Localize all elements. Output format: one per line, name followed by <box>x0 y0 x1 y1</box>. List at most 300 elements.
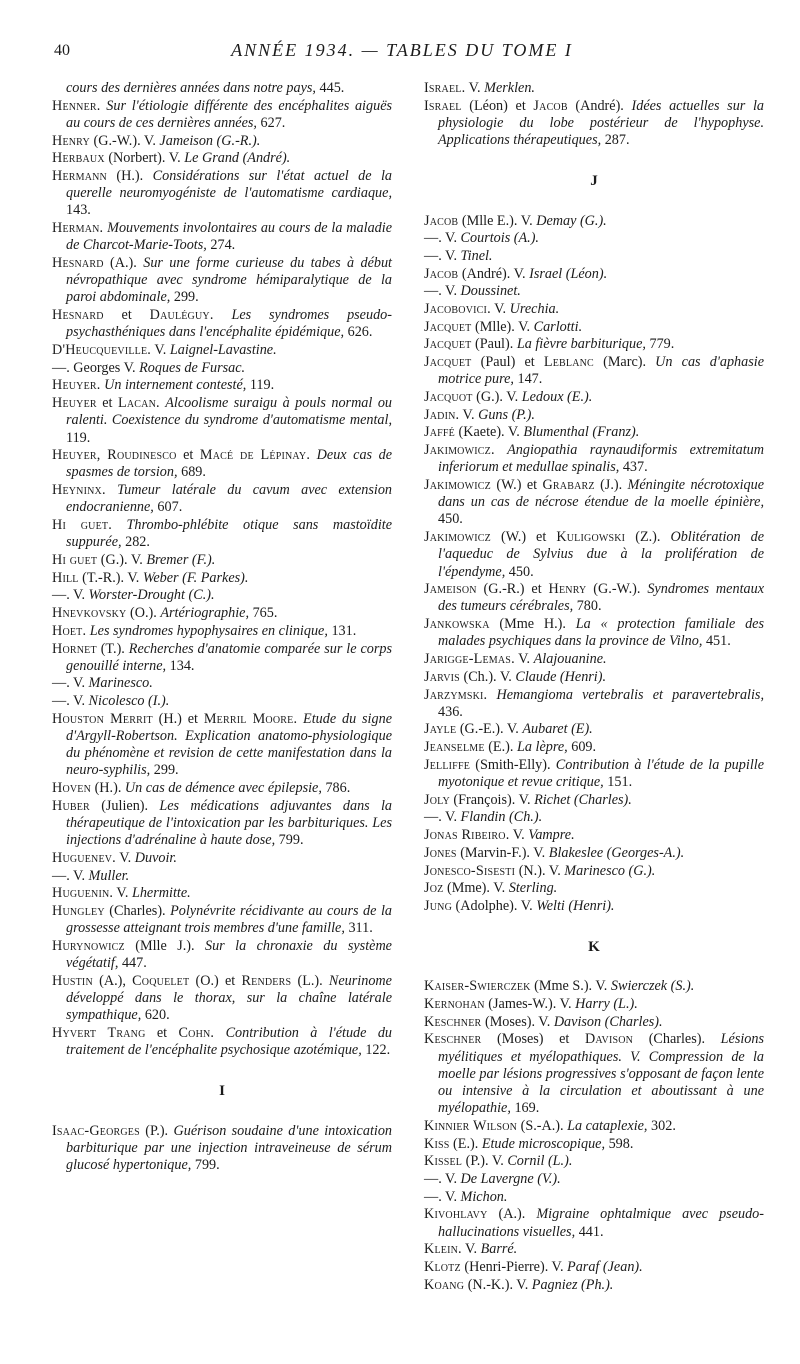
entry-text: 620. <box>141 1007 170 1024</box>
entry-text: 627. <box>256 114 286 131</box>
index-entry <box>424 407 764 424</box>
entry-text: (A.). <box>487 1206 537 1223</box>
entry-title: Jameison (G.-R.). <box>159 132 261 149</box>
entry-text: 287. <box>601 132 630 149</box>
author-name: Leblanc <box>543 354 594 371</box>
entry-text: (W.) et <box>490 529 557 546</box>
index-entry <box>424 230 764 247</box>
entry-title: Alcoolisme suraigu à pouls normal ou ralenti. Coexistence du syndrome d'automatisme mental, <box>66 395 393 429</box>
author-name: Jeanselme <box>424 739 485 756</box>
index-entry <box>52 168 392 220</box>
entry-text: V. <box>465 80 485 96</box>
entry-text: (Z.). <box>625 529 671 546</box>
entry-title: Israel (Léon). <box>529 265 608 282</box>
index-entry <box>424 529 764 581</box>
entry-title: Contribution à l'étude de la pupille myotonique et revue critique, <box>438 756 764 791</box>
entry-title: Sur une forme curieuse du tabes à début névropathique avec syndrome hémiparalytique de la paroi abdominale, <box>66 255 392 306</box>
entry-title: Tumeur latérale du cavum avec extension endocranienne, <box>66 482 393 516</box>
index-entry <box>52 307 392 341</box>
running-title: ANNÉE 1934. — TABLES DU TOME I <box>231 40 573 60</box>
entry-text: —. V. <box>52 867 89 884</box>
entry-text: et <box>96 395 118 412</box>
page-number: 40 <box>54 42 70 59</box>
author-name: Herbaux <box>52 150 105 167</box>
entry-text: —. V. <box>424 230 461 247</box>
entry-text: (E.). <box>484 739 517 756</box>
author-name: Kiss <box>424 1135 450 1152</box>
index-entry <box>52 587 392 604</box>
index-entry <box>424 336 764 353</box>
entry-text: 689. <box>177 464 206 481</box>
entry-text: (Julien). <box>89 797 160 814</box>
index-entry <box>424 319 764 336</box>
author-name: Jadin. <box>424 406 460 423</box>
entry-title: Migraine ophtalmique avec pseudo-hallucinations visuelles, <box>438 1206 764 1240</box>
entry-title: Sterling. <box>508 880 558 897</box>
entry-title: La fièvre barbiturique, <box>516 336 646 353</box>
entry-text: (Ch.). V. <box>459 668 516 685</box>
entry-text: (T.). <box>96 640 129 657</box>
index-entry <box>424 669 764 686</box>
index-entry <box>424 757 764 791</box>
entry-text: (G.). V. <box>97 551 147 568</box>
index-entry <box>52 798 392 850</box>
entry-text: 299. <box>170 289 199 306</box>
index-entry <box>424 721 764 738</box>
author-name: Kuligowski <box>556 529 626 546</box>
entry-text: (François). V. <box>449 791 535 808</box>
entry-title: Urechia. <box>509 301 560 318</box>
entry-title: Muller. <box>88 867 130 884</box>
author-name: Houston Merrit <box>52 710 153 727</box>
entry-title: Un cas d'aphasie motrice pure, <box>438 354 764 388</box>
index-entry <box>52 1025 392 1059</box>
entry-title: La cataplexie, <box>567 1117 648 1134</box>
entry-text: (Léon) et <box>461 97 534 114</box>
author-name: Heuyer. <box>52 377 101 394</box>
entry-title: Neurinome développé dans le thorax, sur la chaîne latérale sympathique, <box>66 972 392 1024</box>
entry-text: (Mme S.). V. <box>530 978 611 995</box>
entry-text: (W.) et <box>490 477 543 494</box>
author-name: Hoven <box>52 780 92 797</box>
author-name: Jacquet <box>424 354 472 371</box>
index-entry <box>424 1171 764 1188</box>
index-entry <box>52 98 392 132</box>
author-name: Klein. <box>424 1241 462 1258</box>
entry-title: Sur la chronaxie du système végétatif, <box>66 937 392 972</box>
index-entry <box>424 1277 764 1294</box>
author-name: Jonesco-Sisesti <box>424 862 516 879</box>
author-name: Hi guet <box>52 551 98 568</box>
entry-text: 274. <box>206 237 236 254</box>
author-name: Israel <box>424 97 462 114</box>
index-entry <box>424 98 764 150</box>
index-entry <box>424 1136 764 1153</box>
entry-text: (Charles). <box>104 903 171 920</box>
index-entry <box>52 938 392 972</box>
entry-text: (Moses) et <box>481 1031 585 1048</box>
entry-text: (H.). <box>106 168 153 185</box>
author-name: Jameison <box>424 581 477 598</box>
entry-title: Davison (Charles). <box>553 1013 663 1030</box>
entry-text: (Paul) et <box>471 354 544 371</box>
entry-text: (H.). <box>91 780 125 797</box>
index-entry <box>424 389 764 406</box>
entry-text: (A.). <box>103 255 144 272</box>
entry-text: —. Georges V. <box>52 359 140 376</box>
index-entry <box>52 1123 392 1175</box>
entry-text: V. <box>113 885 132 902</box>
author-name: Jacob <box>424 265 459 282</box>
author-name: Kernohan <box>424 996 485 1013</box>
entry-text: (Mlle). V. <box>471 318 534 335</box>
entry-text: 609. <box>567 739 597 756</box>
author-name: Jonas Ribeiro. <box>424 827 510 844</box>
author-name: Heuyer, Roudinesco <box>52 447 177 464</box>
author-name: Henry <box>548 581 587 598</box>
entry-title: Les médications adjuvantes dans la thérapeutique de l'intoxication par les barbituriques. Les injections d'adrénaline à haute dose, <box>66 797 392 849</box>
author-name: Hnevkovsky <box>52 605 127 622</box>
index-entry <box>52 973 392 1025</box>
index-entry <box>52 885 392 902</box>
index-entry <box>52 903 392 937</box>
index-entry <box>424 213 764 230</box>
entry-text: 786. <box>321 780 351 797</box>
entry-text <box>106 482 117 498</box>
entry-text: (Mlle E.). V. <box>458 212 537 229</box>
page-header <box>52 38 752 66</box>
author-name: Hyvert Trang <box>52 1024 146 1041</box>
entry-title: Etude du signe d'Argyll-Robertson. Explication anatomo-physiologique du phénomène et revision de cette manifestation dans la neuro-syphilis, <box>66 710 392 779</box>
entry-text: —. V. <box>424 283 461 300</box>
entry-title: Angiopathia raynaudiformis extremitatum inferiorum et medullae spinalis, <box>438 442 764 476</box>
entry-title: Recherches d'anatomie comparée sur le corps genouillé interne, <box>66 640 392 674</box>
entry-text: (G.-W.). V. <box>89 132 160 149</box>
author-name: Klotz <box>424 1259 461 1276</box>
entry-title: Un cas de démence avec épilepsie, <box>124 780 322 797</box>
entry-text <box>214 1025 225 1041</box>
entry-text: V. <box>514 651 534 668</box>
author-name: Joz <box>424 880 444 897</box>
right-column <box>424 80 764 1295</box>
author-name: Hesnard <box>52 255 104 272</box>
entry-text: 311. <box>344 920 373 937</box>
entry-title: Pagniez (Ph.). <box>531 1276 614 1293</box>
entry-text: (N.). V. <box>515 862 565 879</box>
entry-text: (Marvin-F.). V. <box>456 844 549 861</box>
entry-title: Tinel. <box>460 247 493 264</box>
entry-title: Claude (Henri). <box>515 668 607 685</box>
index-entry <box>424 248 764 265</box>
entry-text: 151. <box>603 774 633 791</box>
author-name: Hungley <box>52 903 105 920</box>
entry-title: Artériographie, <box>160 605 250 622</box>
author-name: Jones <box>424 844 457 861</box>
entry-text <box>214 307 232 323</box>
entry-title: Courtois (A.). <box>460 230 539 247</box>
author-name: Dauléguy. <box>149 307 214 324</box>
entry-text: 169. <box>510 1100 540 1117</box>
index-entry <box>424 1118 764 1135</box>
author-name: Jung <box>424 897 452 914</box>
entry-text: et <box>145 1024 179 1041</box>
index-entry <box>52 693 392 710</box>
entry-text: (André). <box>567 97 632 114</box>
author-name: Macé de Lépinay. <box>199 447 311 464</box>
entry-title: Laignel-Lavastine. <box>169 342 277 359</box>
index-entry <box>52 623 392 640</box>
entry-text: (Mme). V. <box>443 880 509 897</box>
entry-text: V. <box>490 301 510 318</box>
index-entry <box>424 739 764 756</box>
entry-text: 607. <box>153 499 183 516</box>
entry-text: V. <box>509 827 529 844</box>
entry-title: Considérations sur l'état actuel de la querelle neuromyogéniste de l'automatisme cardiaque, <box>66 168 392 202</box>
entry-title: Hemangioma vertebralis et paravertebralis, <box>496 686 765 703</box>
entry-title: Doussinet. <box>460 283 521 300</box>
entry-text: 451. <box>702 633 731 650</box>
entry-title: Carlotti. <box>533 318 583 335</box>
entry-title: Polynévrite récidivante au cours de la grossesse atteignant trois membres d'une famille, <box>66 903 392 937</box>
index-entry <box>52 641 392 675</box>
index-entry <box>424 1206 764 1240</box>
author-name: Hermann <box>52 168 107 185</box>
index-entry <box>52 377 392 394</box>
author-name: Isaac-Georges <box>52 1122 140 1139</box>
index-entry <box>424 996 764 1013</box>
entry-title: Harry (L.). <box>575 996 638 1013</box>
entry-title: De Lavergne (V.). <box>460 1171 561 1188</box>
author-name: Jakimowicz <box>424 477 491 494</box>
entry-text: V. <box>461 1241 481 1258</box>
index-entry <box>424 845 764 862</box>
author-name: Kinnier Wilson <box>424 1117 518 1134</box>
index-entry <box>424 978 764 995</box>
entry-text: (P.). V. <box>462 1153 508 1170</box>
entry-text: (Adolphe). V. <box>452 897 537 914</box>
entry-text <box>112 517 127 533</box>
entry-text: (G.-W.). <box>586 581 648 598</box>
entry-text: —. V. <box>424 809 461 826</box>
entry-title: Lhermitte. <box>131 885 191 902</box>
entry-title: Marinesco (G.). <box>564 862 656 879</box>
entry-text: 799. <box>191 1156 220 1173</box>
entry-title: Welti (Henri). <box>536 897 615 914</box>
entry-title: Le Grand (André). <box>184 150 291 167</box>
author-name: Israel. <box>424 80 466 96</box>
entry-text: (James-W.). V. <box>484 996 576 1013</box>
author-name: Coquelet <box>132 972 190 989</box>
index-entry <box>52 482 392 516</box>
entry-title: Les syndromes pseudo-psychasthéniques dans l'encéphalite épidémique, <box>66 307 392 341</box>
index-entry <box>424 442 764 476</box>
entry-text: V. <box>459 406 479 423</box>
entry-text: (Henri-Pierre). V. <box>460 1259 568 1276</box>
entry-text: 282. <box>121 534 150 551</box>
entry-text: (H.) et <box>152 710 204 727</box>
entry-title: Nicolesco (I.). <box>88 693 170 710</box>
author-name: Hornet <box>52 640 97 657</box>
entry-text: (André). V. <box>458 265 530 282</box>
entry-title: Mouvements involontaires au cours de la maladie de Charcot-Marie-Toots, <box>66 220 392 254</box>
index-entry <box>52 133 392 150</box>
index-entry <box>424 687 764 721</box>
author-name: Jakimowicz. <box>424 442 495 459</box>
section-letter: J <box>590 173 598 190</box>
author-name: Jacquet <box>424 318 472 335</box>
author-name: Jacob <box>424 212 459 229</box>
entry-text: 799. <box>275 832 304 849</box>
author-name: Cohn. <box>178 1024 215 1041</box>
index-entry <box>52 780 392 797</box>
entry-title: La « protection familiale des malades psychiques dans la province de Vilno, <box>438 616 764 650</box>
author-name: Jelliffe <box>424 756 471 773</box>
index-entry <box>52 850 392 867</box>
index-entry <box>424 1153 764 1170</box>
author-name: Keschner <box>424 1031 482 1048</box>
entry-title: Demay (G.). <box>536 212 607 229</box>
author-name: Renders <box>241 972 292 989</box>
entry-title: Weber (F. Parkes). <box>142 569 249 586</box>
index-entry <box>52 447 392 481</box>
entry-text: (Moses). V. <box>481 1013 554 1030</box>
entry-text: (Paul). <box>471 336 517 353</box>
entry-text: 598. <box>605 1135 634 1152</box>
index-entry <box>424 301 764 318</box>
entry-text: 450. <box>438 511 463 528</box>
index-entry <box>424 1031 764 1117</box>
entry-text: 436. <box>438 703 463 720</box>
author-name: Jarzymski. <box>424 686 488 703</box>
entry-title: Un internement contesté, <box>104 377 247 394</box>
author-name: Kaiser-Swierczek <box>424 978 531 995</box>
entry-text: —. V. <box>424 1188 461 1205</box>
author-name: Jaffé <box>424 424 455 441</box>
index-entry <box>424 1014 764 1031</box>
entry-title: Alajouanine. <box>533 651 607 668</box>
entry-text: (O.). <box>126 605 161 622</box>
entry-text: (O.) et <box>189 972 242 989</box>
index-entry <box>424 266 764 283</box>
section-letter: K <box>588 939 600 956</box>
index-entry <box>424 1259 764 1276</box>
entry-text: (N.-K.). V. <box>464 1276 532 1293</box>
entry-title: Richet (Charles). <box>534 791 632 808</box>
entry-title: Blumenthal (Franz). <box>523 424 640 441</box>
author-name: Kissel <box>424 1153 463 1170</box>
author-name: Jarigge-Lemas. <box>424 651 515 668</box>
index-entry <box>424 898 764 915</box>
index-entry <box>424 424 764 441</box>
entry-title: Merklen. <box>484 80 535 96</box>
entry-title: La lèpre, <box>516 739 568 756</box>
entry-title: Oblitération de l'aqueduc de Sylvius due à la prolifération de l'épendyme, <box>438 529 764 580</box>
entry-title: Swierczek (S.). <box>610 978 695 995</box>
index-entry <box>52 150 392 167</box>
entry-text: 626. <box>344 324 373 341</box>
index-entry <box>52 570 392 587</box>
entry-title: Syndromes mentaux des tumeurs cérébrales, <box>438 581 764 615</box>
index-entry <box>424 863 764 880</box>
entry-title: Les syndromes hypophysaires en clinique, <box>89 622 328 639</box>
entry-text: (G.-E.). V. <box>456 721 523 738</box>
entry-text: 119. <box>246 377 275 394</box>
entry-text: (L.). <box>291 972 329 989</box>
entry-title: Thrombo-phlébite otique sans mastoïdite suppurée, <box>66 517 392 551</box>
author-name: D'Heucqueville. <box>52 342 152 359</box>
section-letter: I <box>219 1083 225 1100</box>
author-name: Huguenev. <box>52 849 116 866</box>
author-name: Grabarz <box>542 477 595 494</box>
entry-text: 765. <box>249 605 278 622</box>
index-entry <box>424 792 764 809</box>
entry-text: (Smith-Elly). <box>470 756 556 773</box>
entry-title: Marinesco. <box>88 675 153 692</box>
author-name: Jacobovici. <box>424 301 491 318</box>
index-entry <box>424 651 764 668</box>
author-name: Heuyer <box>52 395 97 412</box>
entry-text: 780. <box>573 598 602 615</box>
entry-text: 134. <box>166 657 195 674</box>
author-name: Hill <box>52 569 79 586</box>
entry-text: V. <box>151 342 170 359</box>
entry-text: (Mme H.). <box>489 616 576 633</box>
author-name: Jacob <box>533 97 568 114</box>
entry-text: et <box>176 447 200 464</box>
index-entry <box>52 342 392 359</box>
author-name: Huguenin. <box>52 885 114 902</box>
entry-text: 122. <box>361 1042 391 1059</box>
entry-title: Lésions myélitiques et myélopathiques. V. Compression de la moelle par lésions progressives s'opposant de façon lente ou intensive à la circulation et aboutissant à une myélopathie, <box>438 1031 764 1117</box>
index-entry <box>424 477 764 529</box>
author-name: Jarvis <box>424 668 460 685</box>
entry-title: Deux cas de spasmes de torsion, <box>66 447 393 481</box>
entry-title: cours des dernières années dans notre pays, <box>66 80 316 96</box>
author-name: Jakimowicz <box>424 529 491 546</box>
entry-text: 445. <box>315 80 345 96</box>
index-entry <box>424 809 764 826</box>
author-name: Hi guet. <box>52 517 112 534</box>
index-entry <box>52 220 392 254</box>
index-entry <box>52 711 392 780</box>
entry-title: Aubaret (E). <box>522 721 593 738</box>
entry-title: Sur l'étiologie différente des encéphalites aiguës au cours de ces dernières années, <box>66 97 393 131</box>
index-entry <box>424 1189 764 1206</box>
entry-text: (G.). V. <box>472 389 522 406</box>
entry-text: 302. <box>647 1117 676 1134</box>
entry-title: Cornil (L.). <box>507 1153 573 1170</box>
entry-title: Flandin (Ch.). <box>460 809 543 826</box>
entry-text: —. V. <box>424 1171 461 1188</box>
index-entry <box>52 395 392 447</box>
entry-title: Guérison soudaine d'une intoxication barbiturique par une injection intraveineuse de sérum glucosé hypertonique, <box>66 1122 393 1173</box>
index-entry <box>424 616 764 650</box>
index-entry <box>424 354 764 388</box>
author-name: Jacquot <box>424 389 473 406</box>
entry-title: Michon. <box>460 1188 508 1205</box>
index-entry <box>52 868 392 885</box>
entry-text: —. V. <box>52 675 89 692</box>
index-entry <box>52 255 392 307</box>
entry-text: —. V. <box>52 587 89 604</box>
entry-title: Idées actuelles sur la physiologie du lobe postérieur de l'hypophyse. Applications thérapeutiques, <box>438 97 764 149</box>
entry-text: (Charles). <box>633 1031 721 1048</box>
entry-text: 441. <box>575 1223 604 1240</box>
entry-text: (J.). <box>594 477 628 494</box>
entry-title: Bremer (F.). <box>146 551 216 568</box>
author-name: Davison <box>584 1031 634 1048</box>
author-name: Jayle <box>424 721 457 738</box>
